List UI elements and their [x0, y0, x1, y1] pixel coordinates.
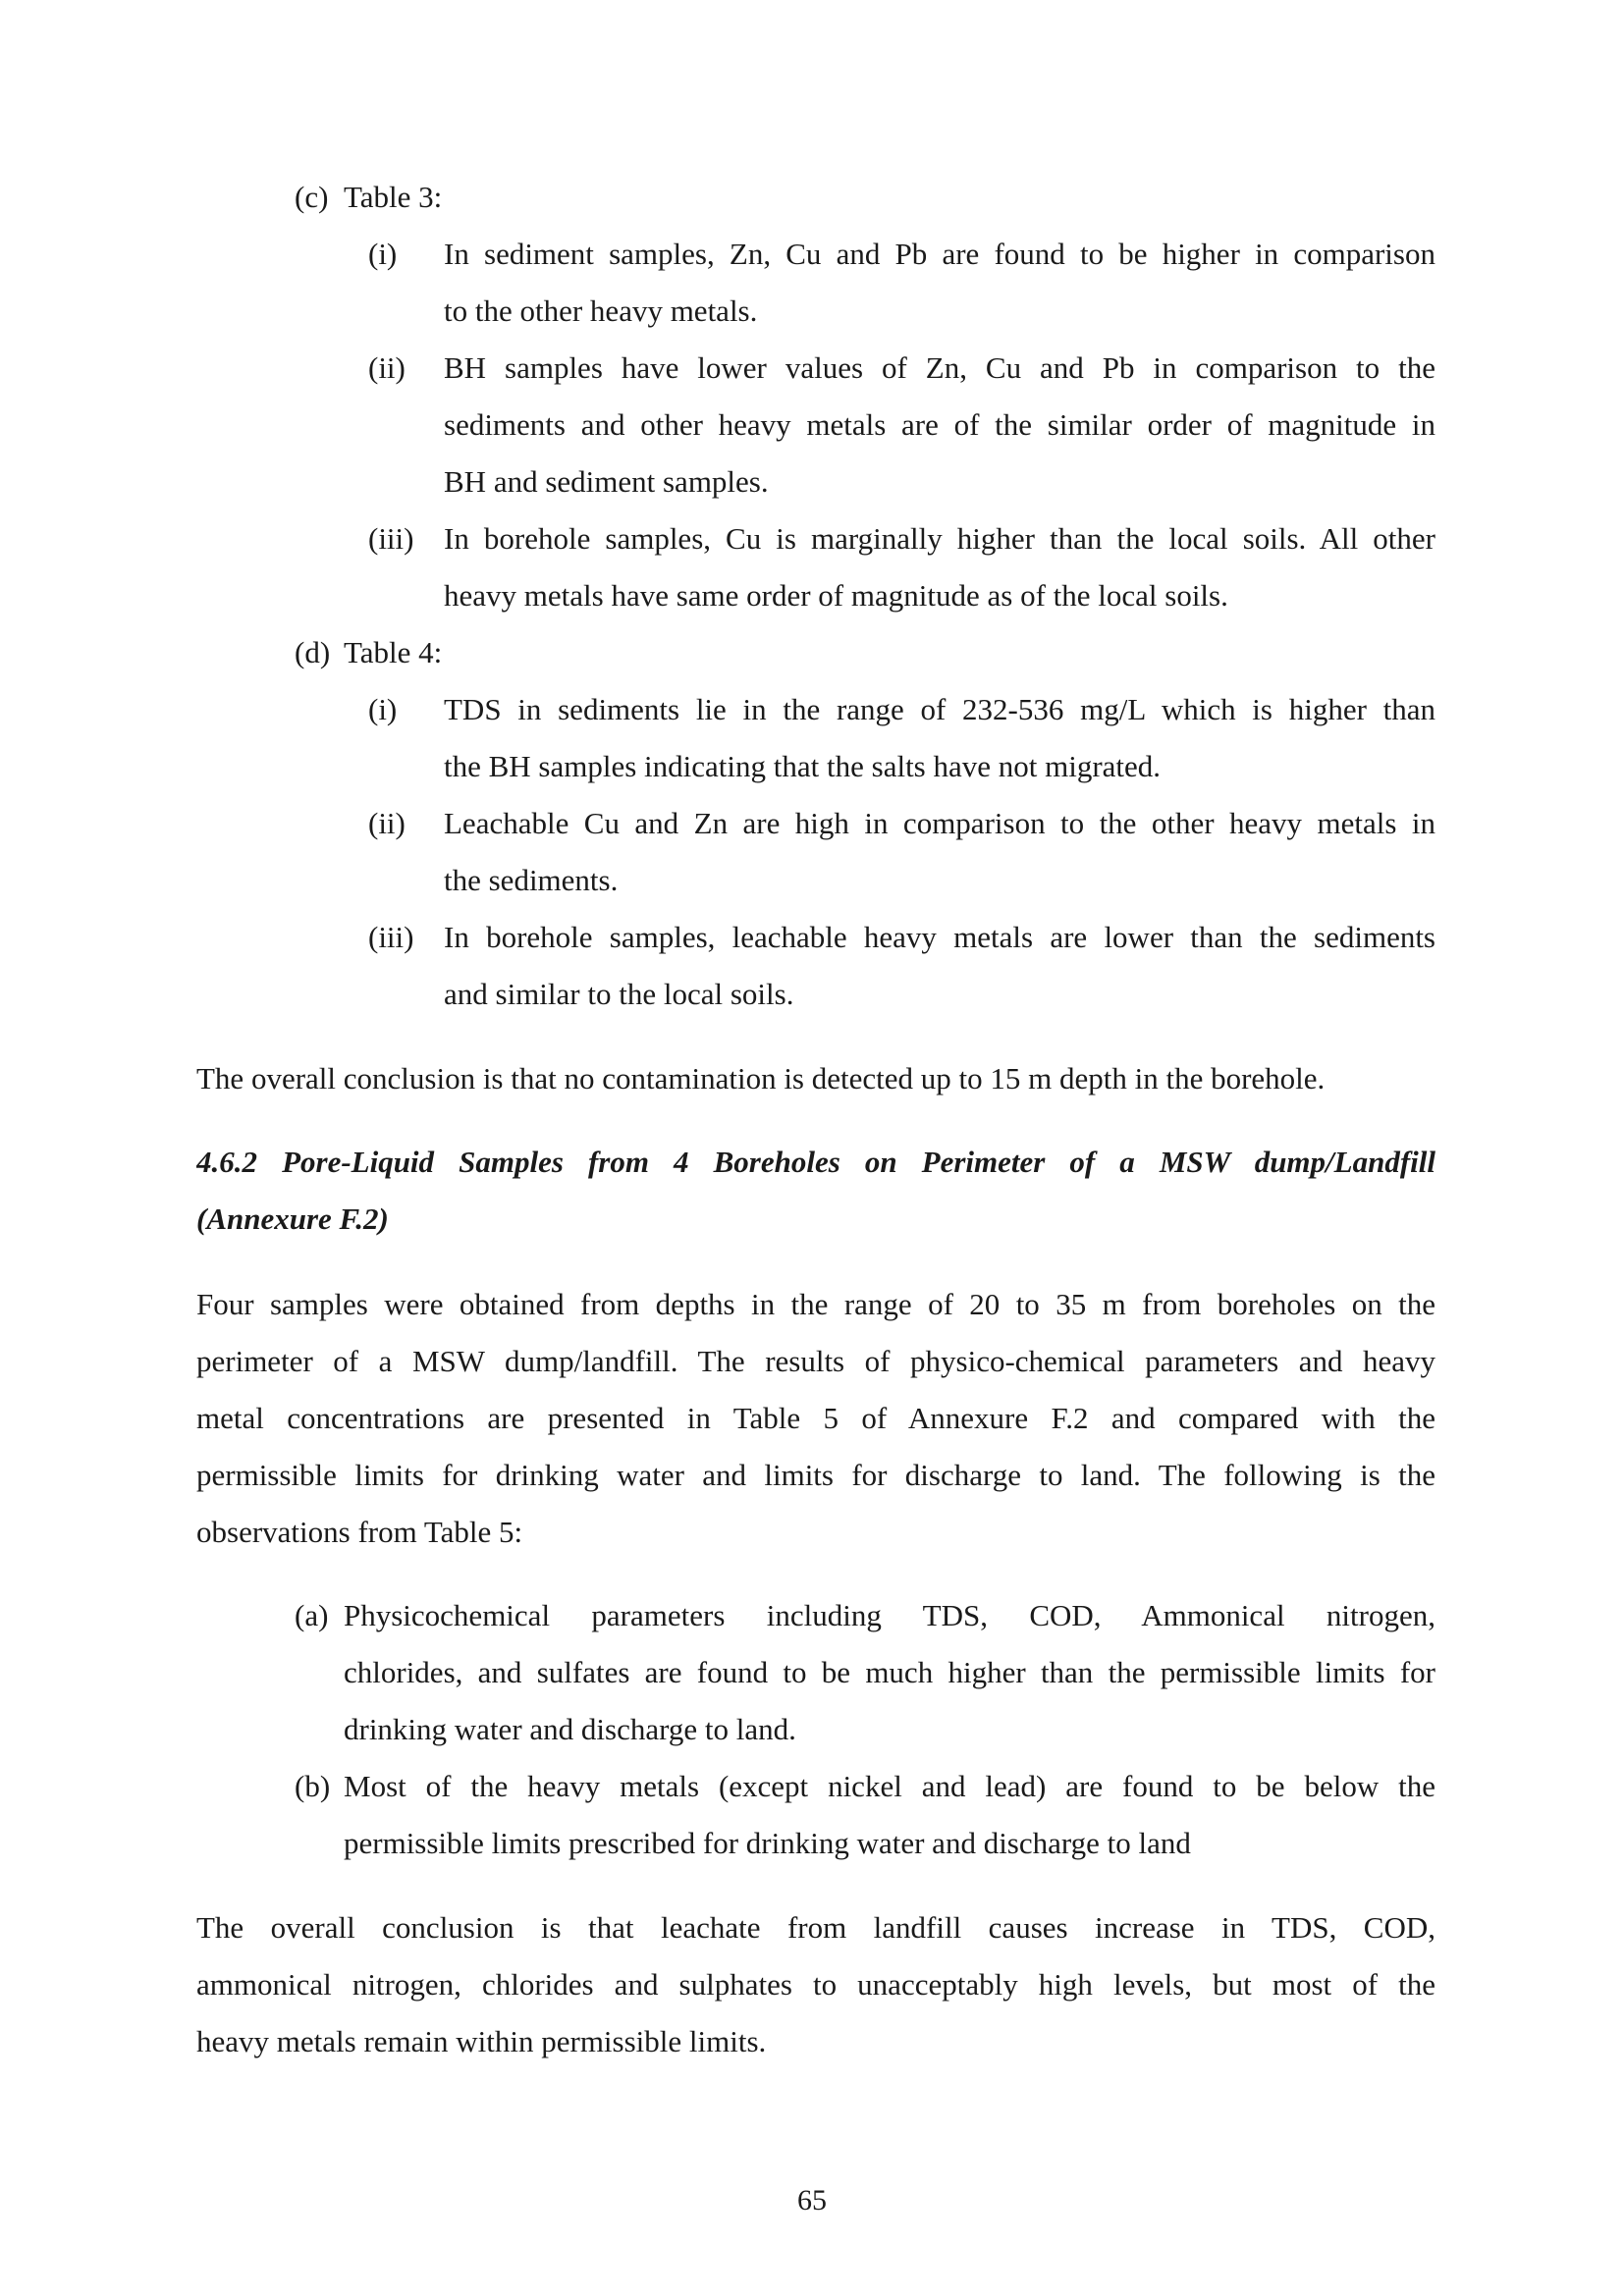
- list-marker: (iii): [368, 521, 414, 556]
- text-line: heavy metals remain within permissible limits.: [196, 2024, 767, 2058]
- table3-title: Table 3:: [344, 180, 443, 214]
- text-line: drinking water and discharge to land.: [344, 1712, 796, 1746]
- text-line: metal concentrations are presented in Table 5 of Annexure F.2 and compared with the: [196, 1401, 1435, 1435]
- text-line: and similar to the local soils.: [444, 977, 794, 1011]
- table4-title: Table 4:: [344, 635, 443, 669]
- observations-list: [196, 1587, 1435, 1872]
- text-line: Four samples were obtained from depths in the range of 20 to 35 m from boreholes on the: [196, 1287, 1435, 1321]
- text-line: Most of the heavy metals (except nickel and lead) are found to be below the: [344, 1769, 1435, 1803]
- text-line: sediments and other heavy metals are of the similar order of magnitude in: [444, 407, 1435, 442]
- list-marker: (b): [295, 1769, 331, 1803]
- text-line: In sediment samples, Zn, Cu and Pb are found to be higher in comparison: [444, 237, 1435, 271]
- list-item: [196, 795, 1435, 909]
- text-line: observations from Table 5:: [196, 1515, 523, 1549]
- list-item: [196, 1758, 1435, 1872]
- list-marker: (c): [295, 180, 329, 214]
- table4-heading: [196, 624, 1435, 681]
- text-line: ammonical nitrogen, chlorides and sulphates to unacceptably high levels, but most of the: [196, 1967, 1435, 2002]
- text-line: permissible limits for drinking water and limits for discharge to land. The following is the: [196, 1458, 1435, 1492]
- list-item: [196, 226, 1435, 340]
- text-line: In borehole samples, leachable heavy metals are lower than the sediments: [444, 920, 1435, 954]
- text-line: In borehole samples, Cu is marginally higher than the local soils. All other: [444, 521, 1435, 556]
- text-line: The overall conclusion is that leachate from landfill causes increase in TDS, COD,: [196, 1910, 1435, 1945]
- final-conclusion-paragraph: [196, 1899, 1435, 2070]
- text-line: heavy metals have same order of magnitude as of the local soils.: [444, 578, 1228, 613]
- text-line: perimeter of a MSW dump/landfill. The results of physico-chemical parameters and heavy: [196, 1344, 1435, 1378]
- text-line: The overall conclusion is that no contamination is detected up to 15 m depth in the borehole.: [196, 1061, 1326, 1095]
- text-line: the sediments.: [444, 863, 619, 897]
- text-line: Physicochemical parameters including TDS, COD, Ammonical nitrogen,: [344, 1598, 1435, 1632]
- body-paragraph: [196, 1276, 1435, 1561]
- list-item: [196, 510, 1435, 624]
- text-line: chlorides, and sulfates are found to be much higher than the permissible limits for: [344, 1655, 1435, 1689]
- section-heading: [196, 1134, 1435, 1248]
- list-item: [196, 340, 1435, 510]
- list-marker: (ii): [368, 806, 406, 840]
- page-number: 65: [797, 2184, 827, 2216]
- list-marker: (a): [295, 1598, 329, 1632]
- text-line: the BH samples indicating that the salts have not migrated.: [444, 749, 1162, 783]
- list-item: [196, 1587, 1435, 1758]
- heading-line: 4.6.2 Pore-Liquid Samples from 4 Boreholes on Perimeter of a MSW dump/Landfill: [196, 1145, 1435, 1179]
- list-item: [196, 909, 1435, 1023]
- heading-line: (Annexure F.2): [196, 1201, 389, 1236]
- table3-heading: [196, 169, 1435, 226]
- list-marker: (ii): [368, 350, 406, 385]
- text-line: BH and sediment samples.: [444, 464, 769, 499]
- list-item: [196, 681, 1435, 795]
- conclusion-paragraph: [196, 1050, 1435, 1107]
- text-line: Leachable Cu and Zn are high in comparison to the other heavy metals in: [444, 806, 1435, 840]
- list-marker: (d): [295, 635, 331, 669]
- text-line: to the other heavy metals.: [444, 294, 758, 328]
- list-marker: (i): [368, 237, 398, 271]
- list-marker: (i): [368, 692, 398, 726]
- text-line: BH samples have lower values of Zn, Cu and Pb in comparison to the: [444, 350, 1435, 385]
- text-line: TDS in sediments lie in the range of 232-536 mg/L which is higher than: [444, 692, 1435, 726]
- list-marker: (iii): [368, 920, 414, 954]
- table3-section: [196, 169, 1435, 1023]
- text-line: permissible limits prescribed for drinking water and discharge to land: [344, 1826, 1191, 1860]
